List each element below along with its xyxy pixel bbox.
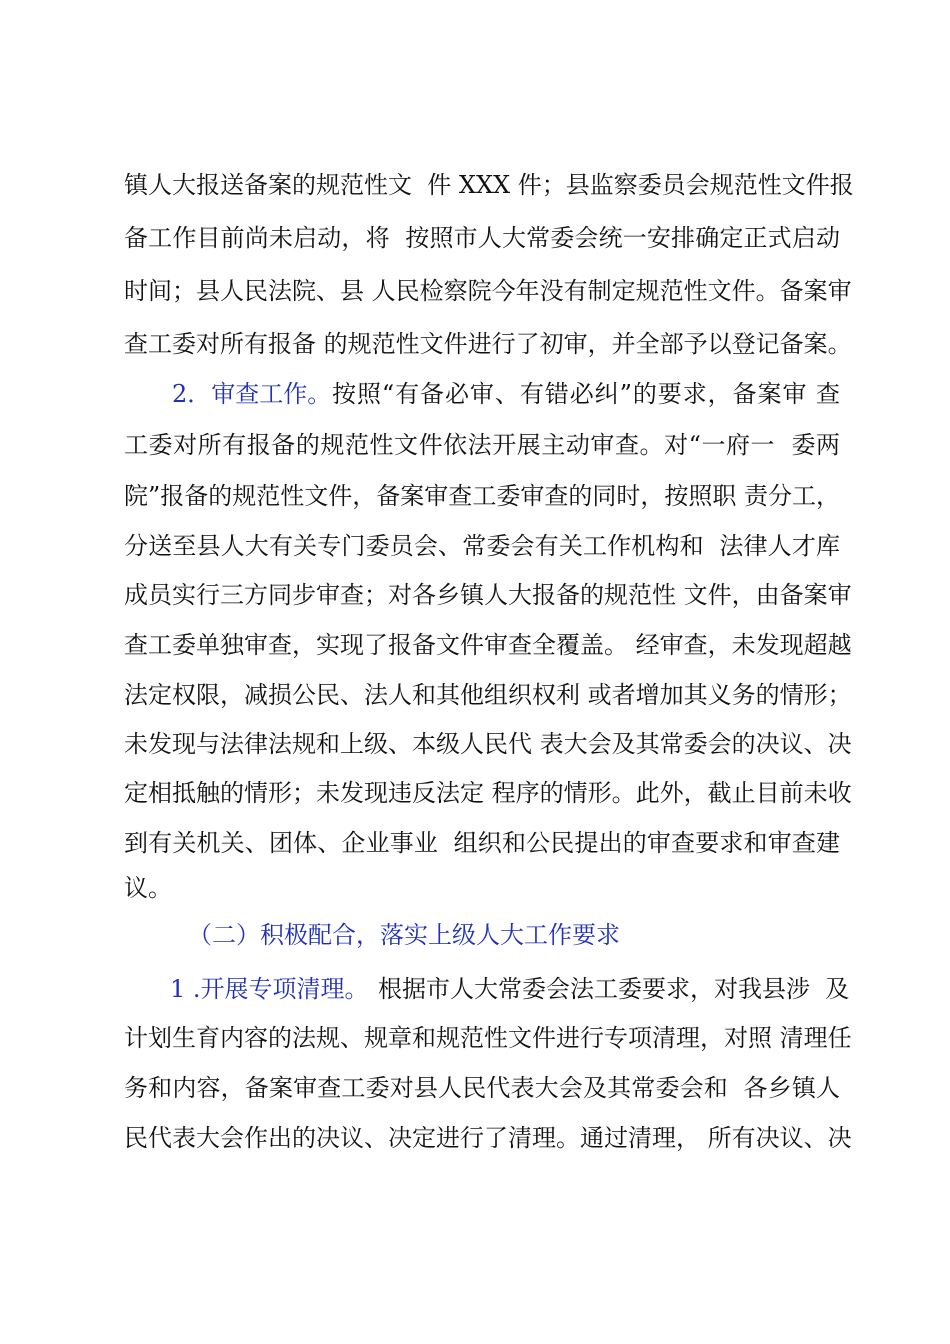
text-line: 务和内容，备案审查工委对县人民代表大会及其常委会和 各乡镇人 [124, 1074, 840, 1102]
text-line: 成员实行三方同步审查；对各乡镇人大报备的规范性 文件，由备案审 [124, 581, 852, 609]
text-line: 未发现与法律法规和上级、本级人民代 表大会及其常委会的决议、决 [124, 730, 852, 758]
text-line: 民代表大会作出的决议、决定进行了清理。通过清理， 所有决议、决 [124, 1124, 852, 1152]
section-heading: （二）积极配合，落实上级人大工作要求 [188, 921, 620, 949]
text-line: 计划生育内容的法规、规章和规范性文件进行专项清理，对照 清理任 [124, 1024, 852, 1052]
text-line: 按照“有备必审、有错必纠”的要求，备案审 查 [332, 380, 840, 408]
text-line: 查工委单独审查，实现了报备文件审查全覆盖。 经审查，未发现超越 [124, 631, 852, 659]
text-line: 根据市人大常委会法工委要求，对我县涉 及 [378, 975, 850, 1003]
text-line: 定相抵触的情形；未发现违反法定 程序的情形。此外，截止目前未收 [124, 779, 852, 807]
text-line: 镇人大报送备案的规范性文 件 XXX 件；县监察委员会规范性文件报 [124, 171, 854, 199]
text-line: 分送至县人大有关专门委员会、常委会有关工作机构和 法律人才库 [124, 532, 840, 560]
text-line: 议。 [124, 874, 172, 902]
text-line: 法定权限，减损公民、法人和其他组织权利 或者增加其义务的情形； [124, 681, 852, 709]
text-line: 查工委对所有报备 的规范性文件进行了初审，并全部予以登记备案。 [124, 330, 852, 358]
text-line: 工委对所有报备的规范性文件依法开展主动审查。对“一府一 委两 [124, 431, 840, 459]
text-line: 到有关机关、团体、企业事业 组织和公民提出的审查要求和审查建 [124, 829, 840, 857]
text-line: 时间；县人民法院、县 人民检察院今年没有制定规范性文件。备案审 [124, 277, 852, 305]
subheading-special-cleanup: 1 .开展专项清理。 [170, 975, 369, 1003]
text-line: 备工作目前尚未启动，将 按照市人大常委会统一安排确定正式启动 [124, 224, 840, 252]
text-line: 院”报备的规范性文件，备案审查工委审查的同时，按照职 责分工， [124, 482, 840, 510]
subheading-review-work: 2．审查工作。 [172, 380, 332, 408]
